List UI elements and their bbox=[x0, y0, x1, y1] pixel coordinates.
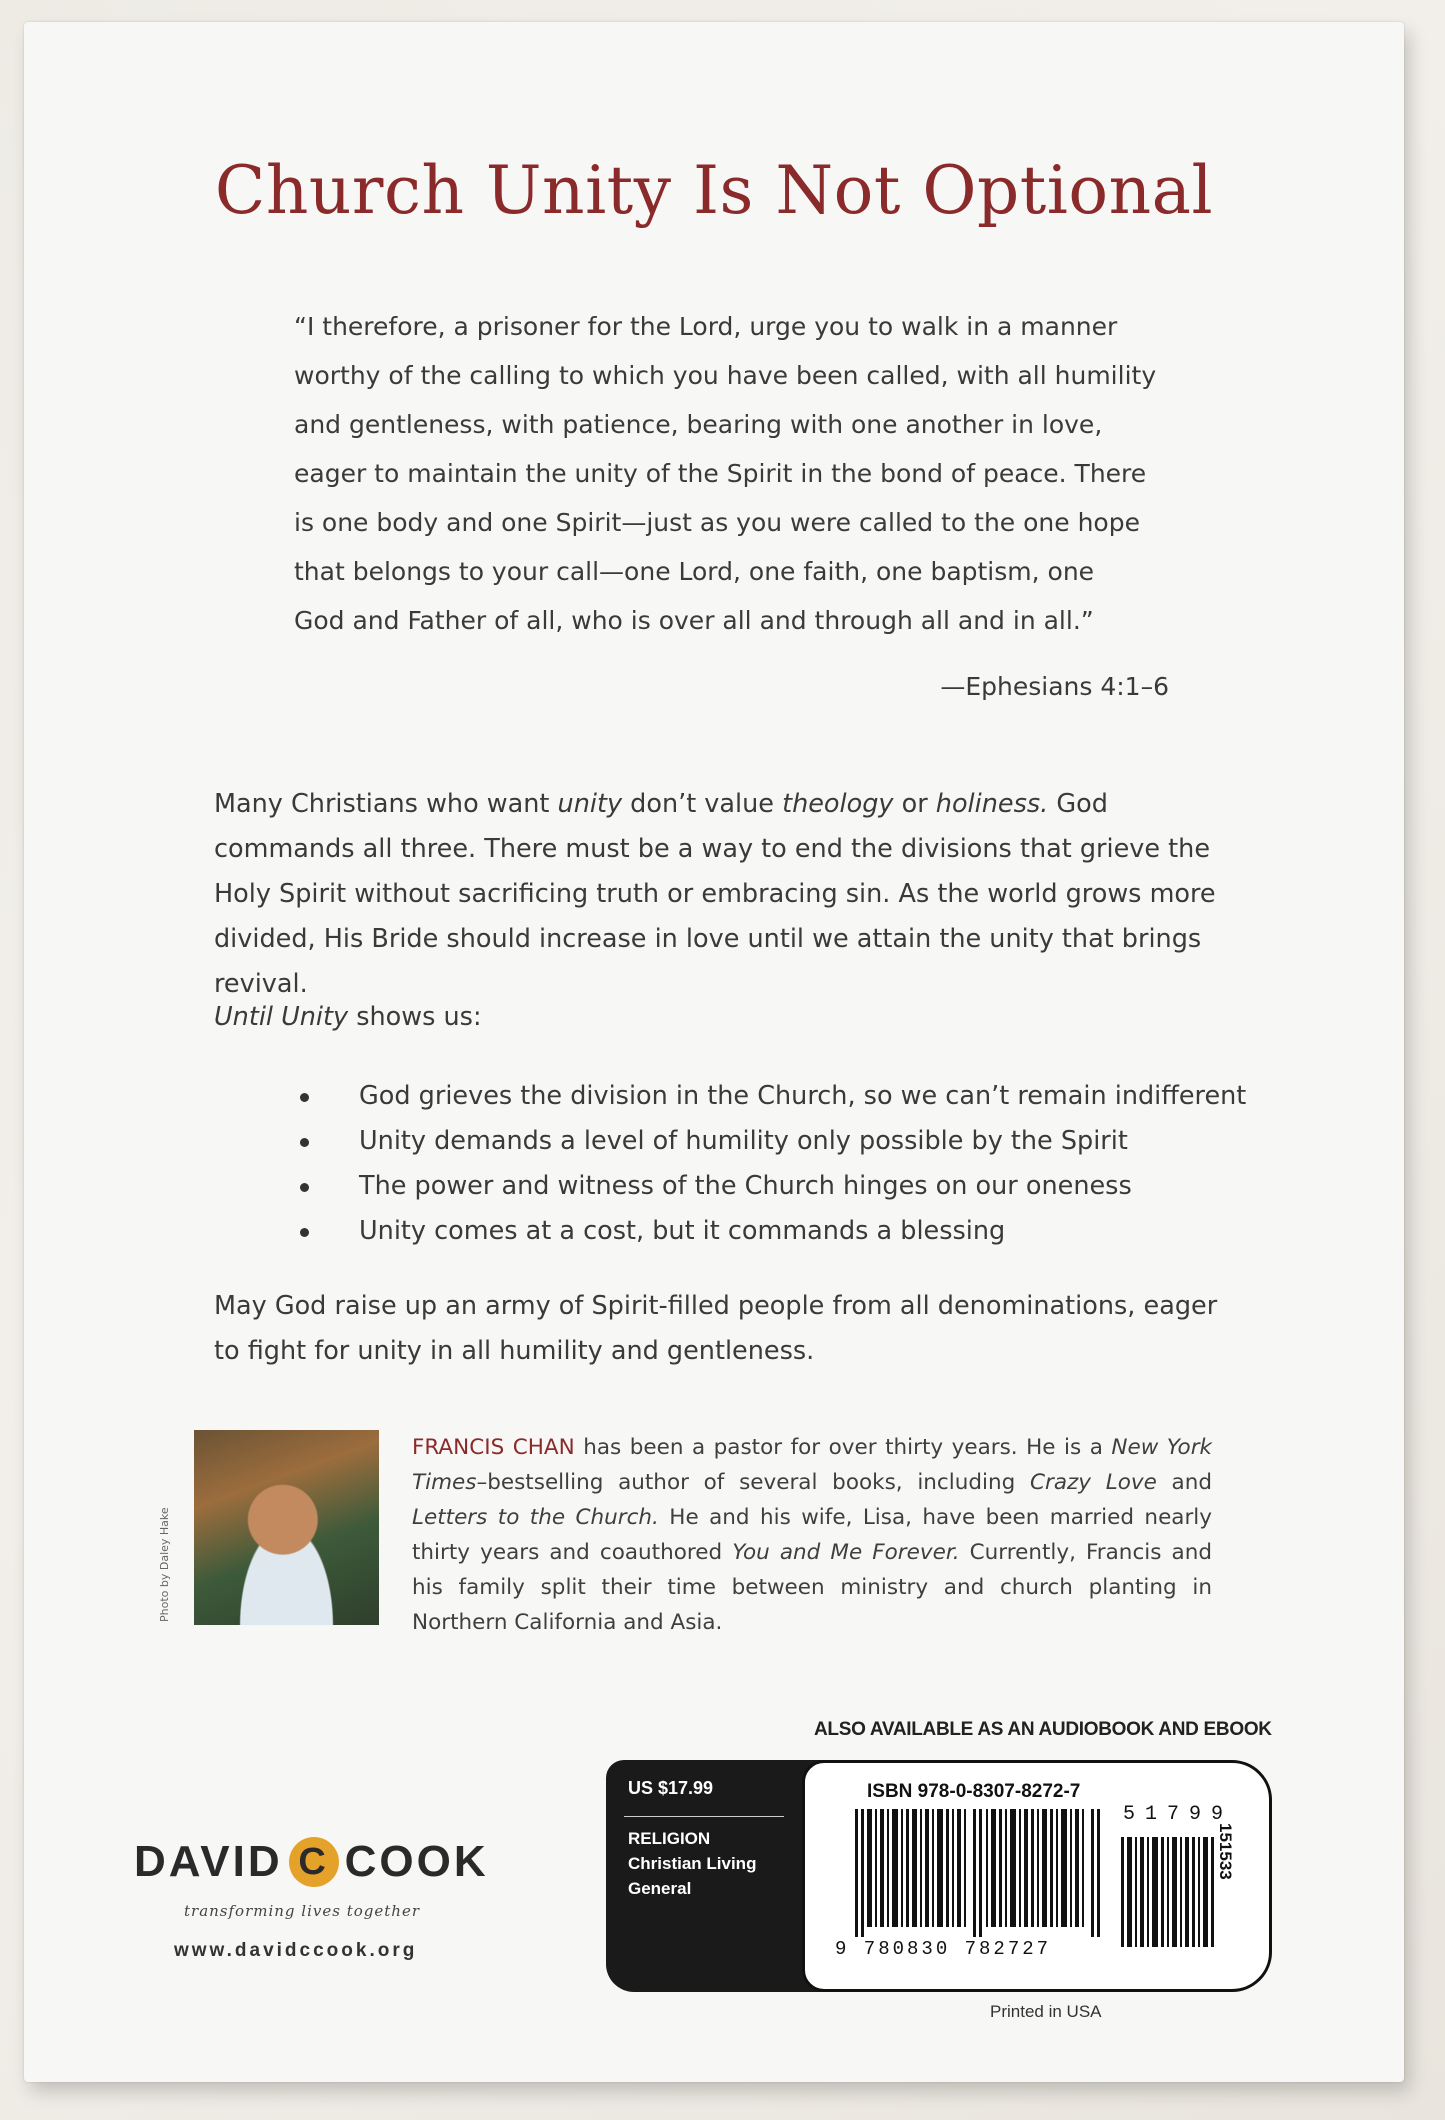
quote-reference: —Ephesians 4:1–6 bbox=[940, 672, 1169, 701]
quote-line: and gentleness, with patience, bearing with one another in love, bbox=[294, 410, 1103, 439]
intro-text: God commands all three. There must be a way to end the divisions that grieve the Holy Spirit without sacrificing truth or embracing sin. As the world grows more divided, His Bride should increase in love until we attain the unity that brings revival. bbox=[214, 789, 1216, 999]
bullet-text: The power and witness of the Church hinges on our oneness bbox=[359, 1171, 1132, 1201]
closing-paragraph: May God raise up an army of Spirit-filled people from all denominations, eager to fight for unity in all humility and gentleness. bbox=[214, 1291, 1218, 1366]
logo-c-mark-icon: C bbox=[289, 1837, 339, 1887]
cover-title: Church Unity Is Not Optional bbox=[214, 152, 1214, 229]
bullet-item bbox=[274, 1164, 1254, 1209]
category-item: Christian Living bbox=[628, 1854, 757, 1873]
quote-line: God and Father of all, who is over all and through all and in all.” bbox=[294, 606, 1094, 635]
bullet-item bbox=[274, 1209, 1254, 1254]
bio-text: –bestselling author of several books, including bbox=[476, 1470, 1030, 1495]
emphasis-unity: unity bbox=[557, 789, 623, 819]
author-bio bbox=[412, 1430, 1212, 1640]
bullet-dot-icon bbox=[300, 1138, 309, 1147]
photo-credit: Photo by Daley Hake bbox=[158, 1507, 171, 1622]
also-available-note: ALSO AVAILABLE AS AN AUDIOBOOK AND EBOOK bbox=[814, 1719, 1272, 1740]
price-divider bbox=[624, 1816, 784, 1817]
author-name: FRANCIS CHAN bbox=[412, 1435, 575, 1460]
quote-line: worthy of the calling to which you have been called, with all humility bbox=[294, 361, 1157, 390]
bullet-dot-icon bbox=[300, 1228, 309, 1237]
bullet-list bbox=[274, 1074, 1254, 1254]
intro-paragraph bbox=[214, 782, 1234, 1007]
category-list bbox=[628, 1826, 756, 1901]
intro-text: don’t value bbox=[622, 789, 783, 819]
bio-book-title: You and Me Forever. bbox=[732, 1540, 960, 1565]
emphasis-holiness: holiness. bbox=[935, 789, 1049, 819]
quote-line: is one body and one Spirit—just as you were called to the one hope bbox=[294, 508, 1140, 537]
intro-text: Many Christians who want bbox=[214, 789, 558, 819]
isbn-label: ISBN 978-0-8307-8272-7 bbox=[867, 1781, 1081, 1802]
bio-book-title: Letters to the Church. bbox=[412, 1505, 659, 1530]
barcode-addon-icon bbox=[1121, 1837, 1221, 1947]
bio-text: and bbox=[1156, 1470, 1212, 1495]
printed-in-label: Printed in USA bbox=[990, 2002, 1102, 2021]
bullet-text: God grieves the division in the Church, so we can’t remain indifferent bbox=[359, 1081, 1247, 1111]
price-code-digits: 51799 bbox=[1123, 1803, 1234, 1826]
price-box bbox=[606, 1760, 826, 1992]
price-label: US $17.99 bbox=[628, 1778, 714, 1798]
category-item: General bbox=[628, 1879, 692, 1898]
bio-italic: New York Times bbox=[412, 1435, 1213, 1495]
logo-text-left: DAVID bbox=[134, 1837, 283, 1886]
shows-us-text: shows us: bbox=[348, 1002, 482, 1032]
shows-us-heading bbox=[214, 995, 1234, 1040]
publisher-tagline: transforming lives together bbox=[184, 1902, 420, 1920]
bio-text: has been a pastor for over thirty years. He is a bbox=[574, 1435, 1112, 1460]
barcode-digits: 9 780830 782727 bbox=[835, 1938, 1052, 1960]
bullet-dot-icon bbox=[300, 1093, 309, 1102]
publisher-logo bbox=[134, 1837, 489, 1887]
author-photo bbox=[194, 1430, 379, 1625]
publisher-url: www.davidccook.org bbox=[174, 1940, 418, 1961]
barcode-main-icon bbox=[855, 1809, 1105, 1937]
bio-text: He and his wife, Lisa, have been married nearly thirty years and coauthored bbox=[412, 1505, 1213, 1565]
bullet-item bbox=[274, 1119, 1254, 1164]
side-code: 151533 bbox=[1216, 1823, 1235, 1880]
intro-text: or bbox=[893, 789, 936, 819]
emphasis-theology: theology bbox=[782, 789, 894, 819]
category-item: RELIGION bbox=[628, 1829, 711, 1848]
bio-text: Currently, Francis and his family split their time between ministry and church planting in Northern California and Asia. bbox=[412, 1540, 1212, 1635]
logo-text-right: COOK bbox=[344, 1837, 489, 1886]
barcode-box bbox=[802, 1760, 1272, 1992]
quote-line: eager to maintain the unity of the Spirit in the bond of peace. There bbox=[294, 459, 1147, 488]
book-title-inline: Until Unity bbox=[214, 1002, 349, 1032]
bullet-text: Unity comes at a cost, but it commands a blessing bbox=[359, 1216, 1006, 1246]
bullet-dot-icon bbox=[300, 1183, 309, 1192]
bullet-item bbox=[274, 1074, 1254, 1119]
bio-book-title: Crazy Love bbox=[1029, 1470, 1157, 1495]
bullet-text: Unity demands a level of humility only possible by the Spirit bbox=[359, 1126, 1128, 1156]
quote-line: that belongs to your call—one Lord, one faith, one baptism, one bbox=[294, 557, 1095, 586]
scripture-quote bbox=[294, 302, 1174, 645]
book-back-cover bbox=[24, 22, 1404, 2082]
quote-line: “I therefore, a prisoner for the Lord, urge you to walk in a manner bbox=[294, 312, 1118, 341]
